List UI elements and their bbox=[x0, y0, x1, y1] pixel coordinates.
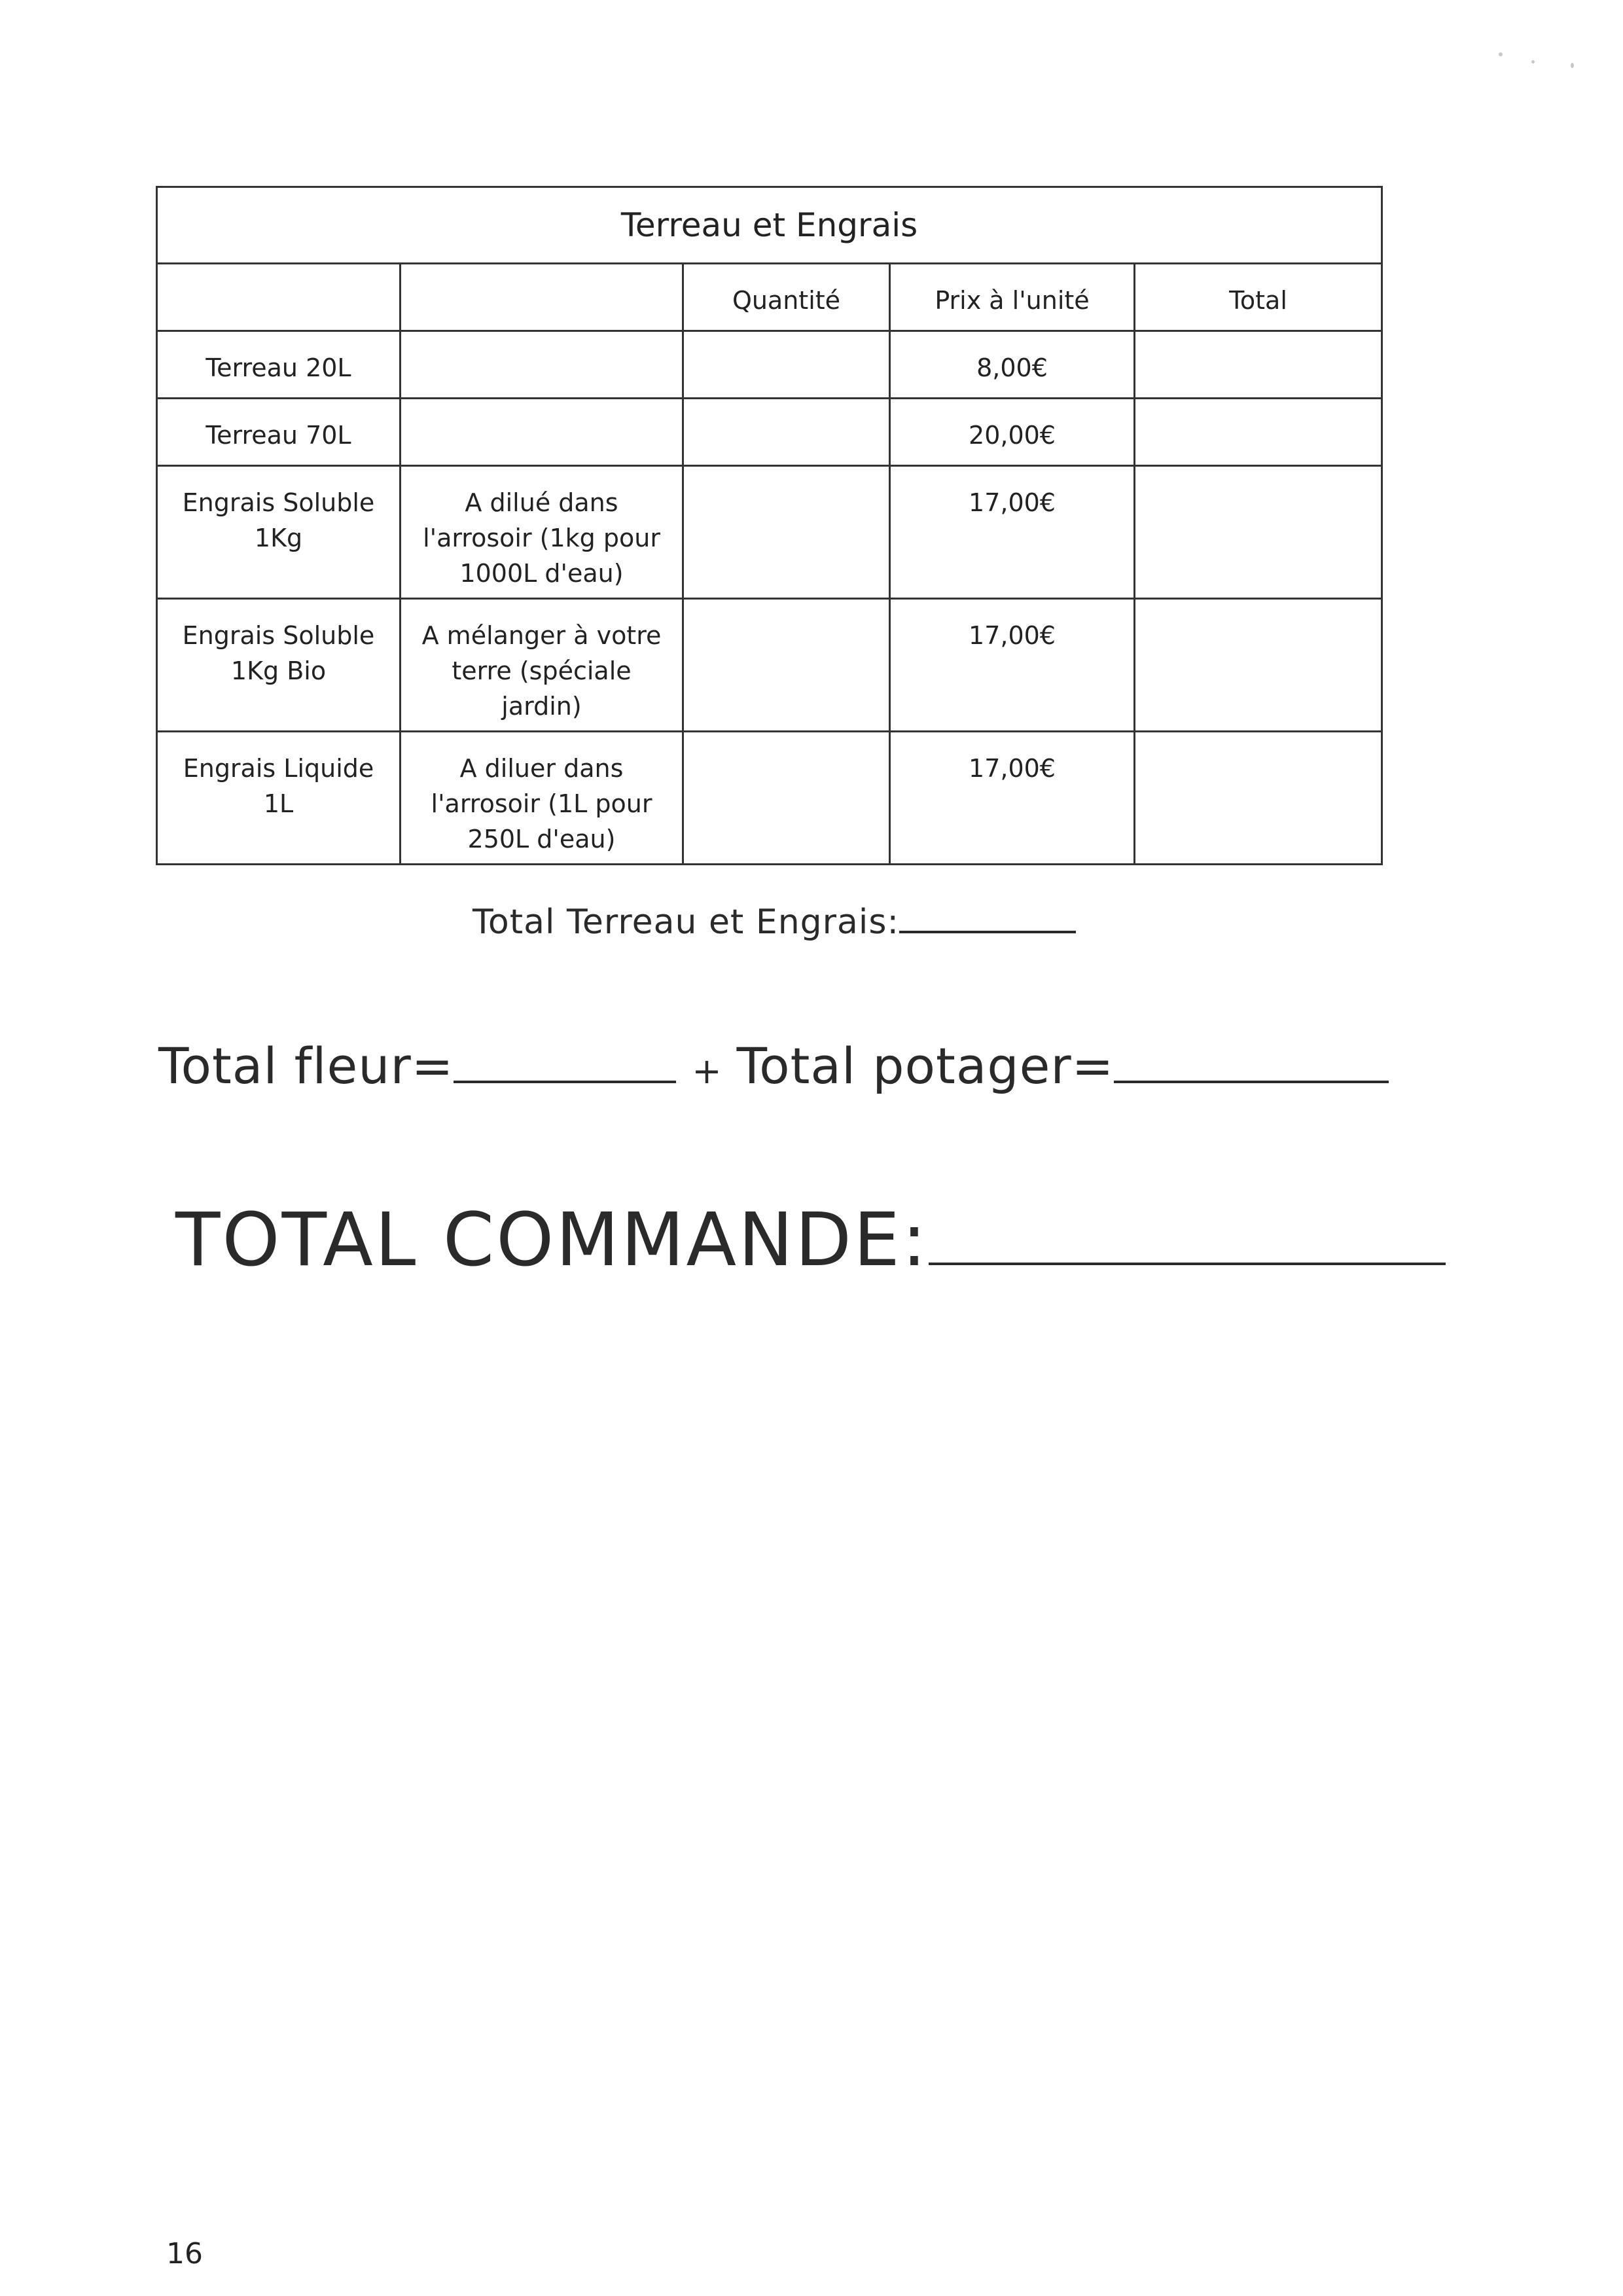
product-name: Terreau 20L bbox=[157, 331, 401, 399]
table-header-row bbox=[157, 264, 1382, 331]
quantity-cell[interactable] bbox=[683, 399, 890, 466]
product-description bbox=[401, 331, 683, 399]
scan-speck bbox=[1571, 63, 1574, 68]
table-row bbox=[157, 399, 1382, 466]
product-description: A diluer dans l'arrosoir (1L pour 250L d'eau) bbox=[401, 732, 683, 865]
header-product bbox=[157, 264, 401, 331]
unit-price: 20,00€ bbox=[890, 399, 1135, 466]
table-title: Terreau et Engrais bbox=[157, 187, 1382, 264]
table-row bbox=[157, 732, 1382, 865]
terreau-engrais-table bbox=[156, 186, 1383, 865]
total-potager-blank[interactable] bbox=[1114, 1040, 1389, 1083]
quantity-cell[interactable] bbox=[683, 466, 890, 599]
product-name: Engrais Liquide 1L bbox=[157, 732, 401, 865]
table-row bbox=[157, 331, 1382, 399]
unit-price: 8,00€ bbox=[890, 331, 1135, 399]
total-commande-label: TOTAL COMMANDE: bbox=[175, 1198, 929, 1283]
quantity-cell[interactable] bbox=[683, 599, 890, 732]
plus-sign: + bbox=[692, 1050, 722, 1092]
total-fleur-blank[interactable] bbox=[454, 1040, 676, 1083]
product-name: Engrais Soluble 1Kg Bio bbox=[157, 599, 401, 732]
total-potager-label: Total potager= bbox=[736, 1037, 1115, 1095]
table-row bbox=[157, 599, 1382, 732]
total-commande-line bbox=[175, 1198, 1446, 1283]
total-cell[interactable] bbox=[1135, 399, 1382, 466]
total-commande-blank[interactable] bbox=[929, 1204, 1446, 1265]
total-fleur-label: Total fleur= bbox=[158, 1037, 454, 1095]
header-unit-price: Prix à l'unité bbox=[890, 264, 1135, 331]
page-number: 16 bbox=[166, 2237, 203, 2270]
product-name: Terreau 70L bbox=[157, 399, 401, 466]
table-title-row bbox=[157, 187, 1382, 264]
total-cell[interactable] bbox=[1135, 599, 1382, 732]
unit-price: 17,00€ bbox=[890, 599, 1135, 732]
header-quantity: Quantité bbox=[683, 264, 890, 331]
table-row bbox=[157, 466, 1382, 599]
total-cell[interactable] bbox=[1135, 466, 1382, 599]
scan-speck bbox=[1531, 60, 1535, 63]
total-terreau-line bbox=[473, 901, 1076, 942]
quantity-cell[interactable] bbox=[683, 732, 890, 865]
product-name: Engrais Soluble 1Kg bbox=[157, 466, 401, 599]
unit-price: 17,00€ bbox=[890, 732, 1135, 865]
total-terreau-blank[interactable] bbox=[899, 901, 1076, 933]
scan-speck bbox=[1499, 52, 1503, 56]
quantity-cell[interactable] bbox=[683, 331, 890, 399]
total-cell[interactable] bbox=[1135, 331, 1382, 399]
total-terreau-label: Total Terreau et Engrais: bbox=[473, 903, 899, 942]
totals-line bbox=[158, 1037, 1389, 1095]
total-cell[interactable] bbox=[1135, 732, 1382, 865]
header-total: Total bbox=[1135, 264, 1382, 331]
product-description: A dilué dans l'arrosoir (1kg pour 1000L d'eau) bbox=[401, 466, 683, 599]
product-description: A mélanger à votre terre (spéciale jardin) bbox=[401, 599, 683, 732]
product-description bbox=[401, 399, 683, 466]
unit-price: 17,00€ bbox=[890, 466, 1135, 599]
header-description bbox=[401, 264, 683, 331]
